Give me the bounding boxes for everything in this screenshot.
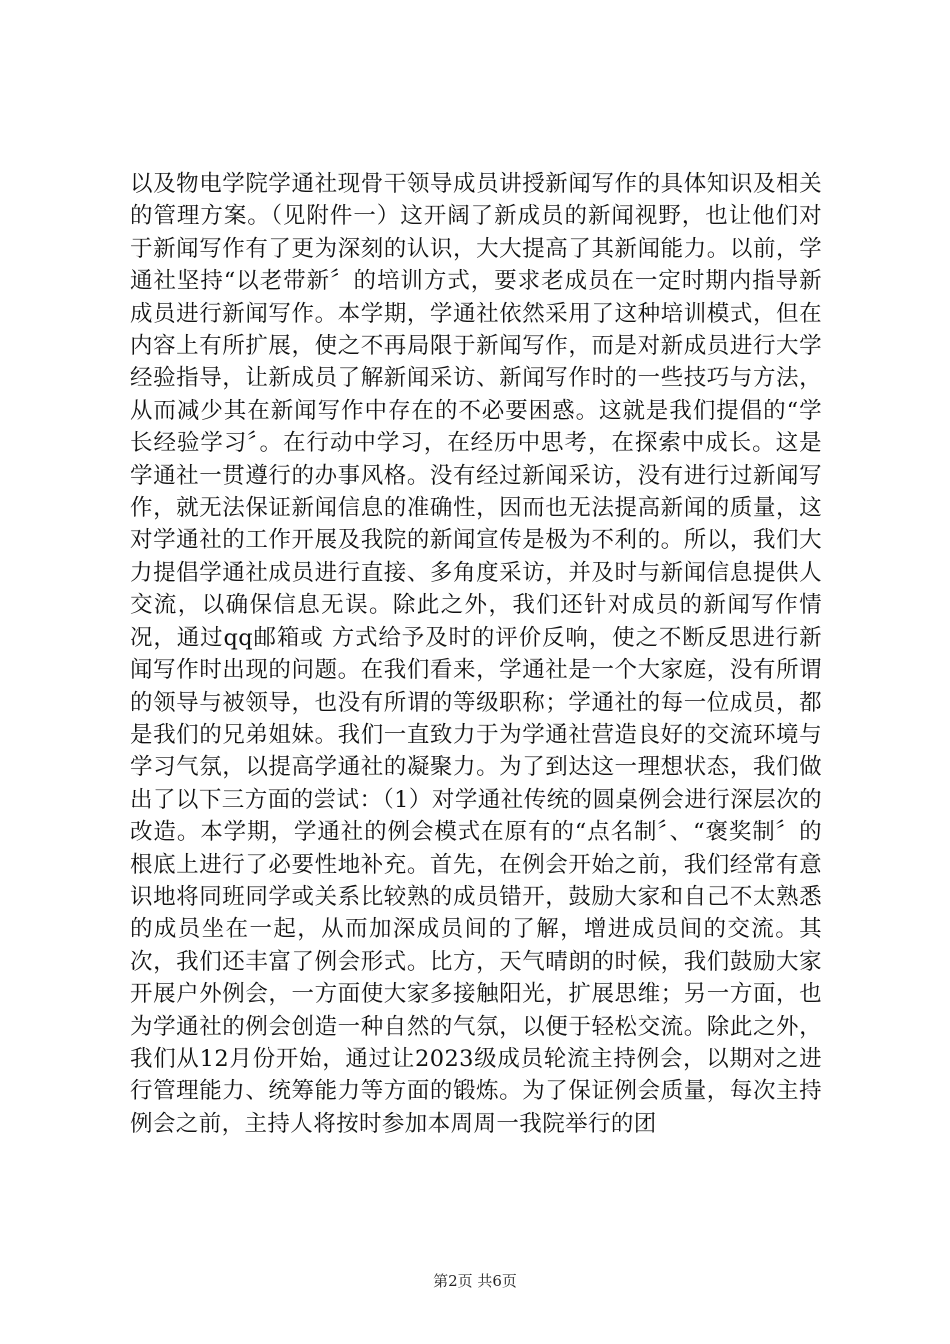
- body-paragraph: 以及物电学院学通社现骨干领导成员讲授新闻写作的具体知识及相关的管理方案。（见附件一）这开阔了新成员的新闻视野，也让他们对于新闻写作有了更为深刻的认识，大大提高了其新闻能力。以前，学通社坚持“以老带新〞的培训方式，要求老成员在一定时期内指导新成员进行新闻写作。本学期，学通社依然采用了这种培训模式，但在内容上有所扩展，使之不再局限于新闻写作，而是对新成员进行大学经验指导，让新成员了解新闻采访、新闻写作时的一些技巧与方法，从而减少其在新闻写作中存在的不必要困惑。这就是我们提倡的“学长经验学习〞。在行动中学习，在经历中思考，在探索中成长。这是学通社一贯遵行的办事风格。没有经过新闻采访，没有进行过新闻写作，就无法保证新闻信息的准确性，因而也无法提高新闻的质量，这对学通社的工作开展及我院的新闻宣传是极为不利的。所以，我们大力提倡学通社成员进行直接、多角度采访，并及时与新闻信息提供人交流，以确保信息无误。除此之外，我们还针对成员的新闻写作情况，通过qq邮箱或 方式给予及时的评价反响，使之不断反思进行新闻写作时出现的问题。在我们看来，学通社是一个大家庭，没有所谓的领导与被领导，也没有所谓的等级职称；学通社的每一位成员，都是我们的兄弟姐妹。我们一直致力于为学通社营造良好的交流环境与学习气氛，以提高学通社的凝聚力。为了到达这一理想状态，我们做出了以下三方面的尝试：（1）对学通社传统的圆桌例会进行深层次的改造。本学期，学通社的例会模式在原有的“点名制〞、“褒奖制〞的根底上进行了必要性地补充。首先，在例会开始之前，我们经常有意识地将同班同学或关系比较熟的成员错开，鼓励大家和自己不太熟悉的成员坐在一起，从而加深成员间的了解，增进成员间的交流。其次，我们还丰富了例会形式。比方，天气晴朗的时候，我们鼓励大家开展户外例会，一方面使大家多接触阳光，扩展思维；另一方面，也为学通社的例会创造一种自然的气氛，以便于轻松交流。除此之外，我们从12月份开始，通过让2023级成员轮流主持例会，以期对之进行管理能力、统筹能力等方面的锻炼。为了保证例会质量，每次主持例会之前，主持人将按时参加本周周一我院举行的团: [130, 171, 822, 1137]
- page-number-footer: 第2页 共6页: [433, 1272, 517, 1290]
